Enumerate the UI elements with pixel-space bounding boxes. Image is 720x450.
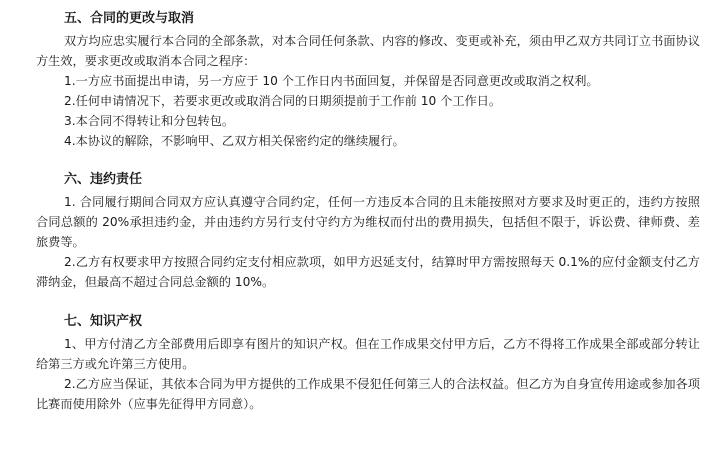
section-breach-liability bbox=[36, 170, 700, 292]
list-item: 2.任何申请情况下，若要求更改或取消合同的日期须提前于工作前 10 个工作日。 bbox=[64, 94, 502, 108]
spacer bbox=[36, 292, 700, 312]
list-item: 3.本合同不得转让和分包转包。 bbox=[64, 114, 235, 128]
paragraph: 1. 合同履行期间合同双方应认真遵守合同约定，任何一方违反本合同的且未能按照对方要求及时更正的，违约方按照合同总额的 20%承担违约金，并由违约方另行支付守约方为维权而付出的费用损失，包括但不限于，诉讼费、律师费、差旅费等。 bbox=[36, 195, 700, 249]
section-intro: 双方均应忠实履行本合同的全部条款，对本合同任何条款、内容的修改、变更或补充，须由甲乙双方共同订立书面协议方生效，要求更改或取消本合同之程序： bbox=[36, 34, 700, 68]
list-item: 4.本协议的解除，不影响甲、乙双方相关保密约定的继续履行。 bbox=[64, 134, 405, 148]
paragraph: 2.乙方有权要求甲方按照合同约定支付相应款项，如甲方迟延支付，结算时甲方需按照每天 0.1%的应付金额支付乙方滞纳金，但最高不超过合同总金额的 10%。 bbox=[36, 255, 700, 289]
list-item: 1.一方应书面提出申请，另一方应于 10 个工作日内书面回复，并保留是否同意更改或取消之权利。 bbox=[64, 74, 599, 88]
section-intellectual-property bbox=[36, 312, 700, 414]
paragraph: 1、甲方付清乙方全部费用后即享有图片的知识产权。但在工作成果交付甲方后，乙方不得将工作成果全部或部分转让给第三方或允许第三方使用。 bbox=[36, 337, 700, 371]
section-contract-change bbox=[36, 9, 700, 151]
paragraph: 2.乙方应当保证，其依本合同为甲方提供的工作成果不侵犯任何第三人的合法权益。但乙方为自身宣传用途或参加各项比赛而使用除外（应事先征得甲方同意）。 bbox=[36, 377, 700, 411]
section-heading: 七、知识产权 bbox=[64, 314, 143, 329]
section-heading: 六、违约责任 bbox=[64, 172, 143, 187]
spacer bbox=[36, 151, 700, 170]
section-heading: 五、合同的更改与取消 bbox=[64, 11, 195, 26]
